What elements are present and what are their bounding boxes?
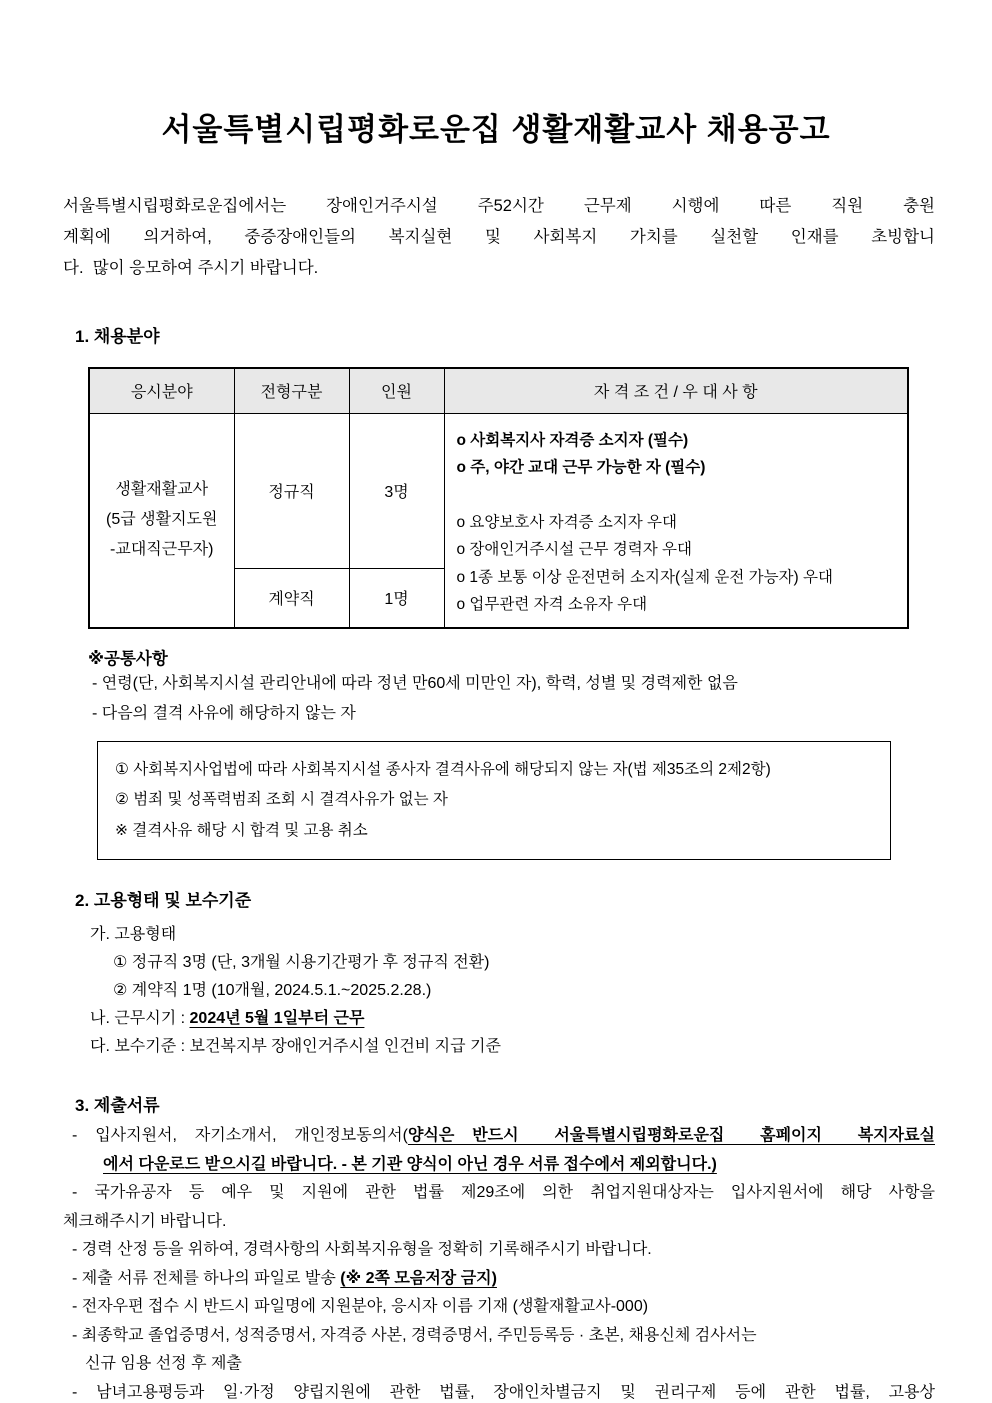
section-3-heading: 3. 제출서류 xyxy=(75,1096,160,1115)
spacer xyxy=(457,482,902,509)
section-2-heading: 2. 고용형태 및 보수기준 xyxy=(75,891,252,910)
document-item-prefix: - 제출 서류 전체를 하나의 파일로 발송 xyxy=(72,1269,341,1287)
field-line: -교대직근무자) xyxy=(110,541,214,558)
document-item: - 경력 산정 등을 위하여, 경력사항의 사회복지유형을 정확히 기록해주시기 바랍니다. xyxy=(72,1241,652,1258)
disqualification-line: ② 범죄 및 성폭력범죄 조회 시 결격사유가 없는 자 xyxy=(115,791,448,808)
qualification-line: o 장애인거주시설 근무 경력자 우대 xyxy=(456,541,692,558)
table-row xyxy=(89,413,908,569)
intro-line: 다. 많이 응모하여 주시기 바랍니다. xyxy=(63,259,319,277)
employment-type-label: 가. 고용형태 xyxy=(90,926,177,943)
disqualification-box xyxy=(97,741,891,861)
recruitment-table xyxy=(88,367,909,629)
qualification-line: o 1종 보통 이상 운전면허 소지자(실제 운전 가능자) 우대 xyxy=(456,568,833,586)
work-start-date: 2024년 5월 1일부터 근무 xyxy=(189,1010,365,1027)
document-item-emphasis: (※ 2쪽 모음저장 금지) xyxy=(340,1269,497,1287)
qualifications-cell xyxy=(444,413,908,628)
qualification-line: o 업무관련 자격 소유자 우대 xyxy=(456,596,648,613)
field-cell xyxy=(89,413,234,628)
qualification-line: o 요양보호사 자격증 소지자 우대 xyxy=(456,513,677,531)
count-cell-contract: 1명 xyxy=(349,569,444,628)
document-item-emphasis: 양식은 반드시 서울특별시립평화로운집 홈페이지 복지자료실 xyxy=(407,1127,935,1144)
document-item-emphasis: 에서 다운로드 받으시길 바랍니다. - 본 기관 양식이 아닌 경우 서류 접수에서 제외합니다.) xyxy=(103,1155,717,1173)
type-cell-regular: 정규직 xyxy=(234,413,349,569)
header-qualification-column: 자 격 조 건 / 우 대 사 항 xyxy=(444,368,908,413)
intro-line: 계획에 의거하여, 중증장애인들의 복지실현 및 사회복지 가치를 실천할 인재를 초빙합니 xyxy=(63,228,935,246)
qualification-line: o 주, 야간 교대 근무 가능한 자 (필수) xyxy=(456,459,706,476)
document-item: - 남녀고용평등과 일·가정 양립지원에 관한 법률, 장애인차별금지 및 권리구제 등에 관한 법률, 고용상 xyxy=(72,1383,935,1401)
document-item xyxy=(72,1265,935,1294)
common-note-item: - 다음의 결격 사유에 해당하지 않는 자 xyxy=(92,704,356,722)
work-start-line xyxy=(90,1005,992,1033)
disqualification-line: ※ 결격사유 해당 시 합격 및 고용 취소 xyxy=(115,821,368,839)
employment-item-contract: ② 계약직 1명 (10개월, 2024.5.1.~2025.2.28.) xyxy=(113,982,432,999)
field-line: (5급 생활지도원 xyxy=(106,511,218,528)
qualification-line: o 사회복지사 자격증 소지자 (필수) xyxy=(456,431,689,449)
intro-line: 서울특별시립평화로운집에서는 장애인거주시설 주52시간 근무제 시행에 따른 직원 충원 xyxy=(63,197,935,215)
pay-standard-line: 다. 보수기준 : 보건복지부 장애인거주시설 인건비 지급 기준 xyxy=(90,1038,501,1055)
document-item xyxy=(72,1122,935,1151)
document-item: - 최종학교 졸업증명서, 성적증명서, 자격증 사본, 경력증명서, 주민등록등 · 초본, 채용신체 검사서는 xyxy=(72,1326,757,1344)
intro-paragraph xyxy=(63,191,935,284)
document-item: - 국가유공자 등 예우 및 지원에 관한 법률 제29조에 의한 취업지원대상자는 입사지원서에 해당 사항을 xyxy=(72,1184,935,1201)
page-title: 서울특별시립평화로운집 생활재활교사 채용공고 xyxy=(161,112,831,147)
disqualification-line: ① 사회복지사업법에 따라 사회복지시설 종사자 결격사유에 해당되지 않는 자(법 제35조의 2제2항) xyxy=(115,760,771,778)
section-1-heading: 1. 채용분야 xyxy=(75,327,160,346)
header-count-column: 인원 xyxy=(349,368,444,413)
document-item-continuation: 체크해주시기 바랍니다. xyxy=(63,1212,227,1230)
count-cell-regular: 3명 xyxy=(349,413,444,569)
common-notes-title: ※공통사항 xyxy=(88,649,168,668)
common-note-item: - 연령(단, 사회복지시설 관리안내에 따라 정년 만60세 미만인 자), 학력, 성별 및 경력제한 없음 xyxy=(92,674,738,692)
table-header-row xyxy=(89,368,908,413)
document-item-prefix: - 입사지원서, 자기소개서, 개인정보동의서( xyxy=(72,1127,408,1144)
document-item-continuation xyxy=(103,1151,935,1180)
document-item: - 전자우편 접수 시 반드시 파일명에 지원분야, 응시자 이름 기재 (생활재활교사-000) xyxy=(72,1298,649,1315)
type-cell-contract: 계약직 xyxy=(234,569,349,628)
field-line: 생활재활교사 xyxy=(115,481,209,498)
header-type-column: 전형구분 xyxy=(234,368,349,413)
document-item-continuation: 신규 임용 선정 후 제출 xyxy=(85,1355,242,1372)
documents-section xyxy=(63,1122,935,1403)
header-field-column: 응시분야 xyxy=(89,368,234,413)
employment-section xyxy=(0,921,992,1061)
work-start-prefix: 나. 근무시기 : xyxy=(90,1010,190,1027)
employment-item-regular: ① 정규직 3명 (단, 3개월 시용기간평가 후 정규직 전환) xyxy=(113,954,490,971)
